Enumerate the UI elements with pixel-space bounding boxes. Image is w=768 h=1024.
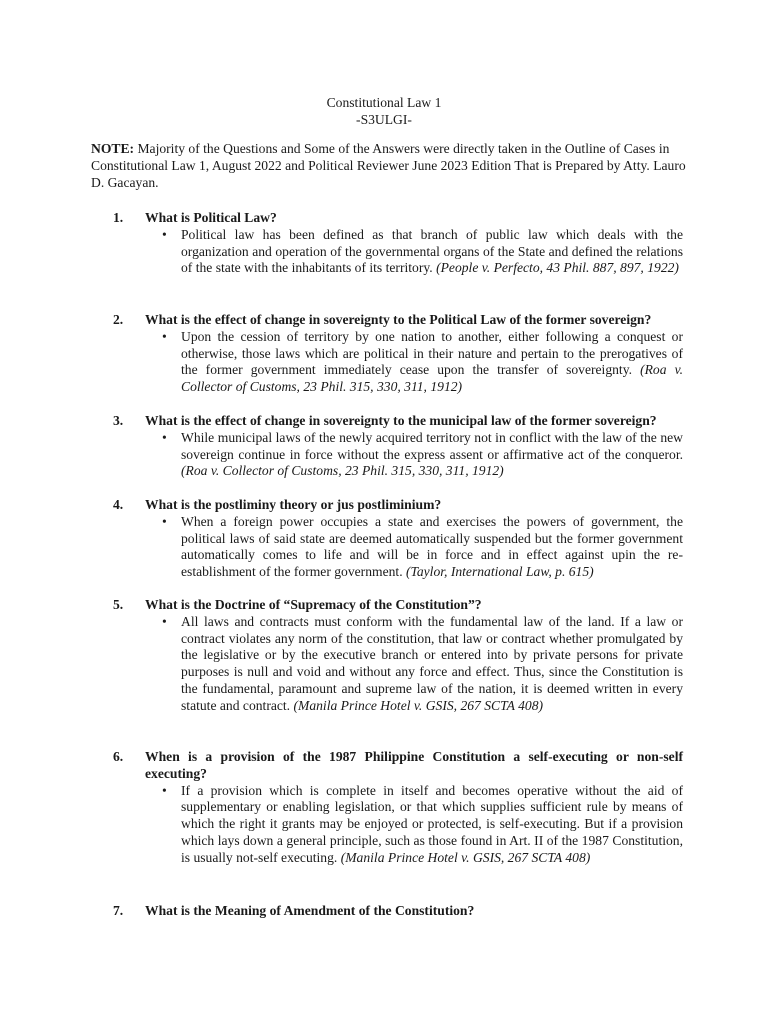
question-item bbox=[113, 749, 683, 867]
answer-body: When a foreign power occupies a state and exercises the powers of government, the political laws of said state are deemed automatically suspended but the former government automatically comes to life and will be in force and in effect against upin the re-establishment of the former government. bbox=[181, 513, 683, 580]
citation: (Taylor, International Law, p. 615) bbox=[406, 564, 594, 580]
bullet-icon: • bbox=[162, 782, 167, 798]
question-text: What is the effect of change in sovereignty to the municipal law of the former sovereign? bbox=[145, 413, 657, 428]
answer-text bbox=[162, 429, 683, 480]
bullet-icon: • bbox=[162, 328, 167, 344]
bullet-icon: • bbox=[162, 429, 167, 445]
document-title: Constitutional Law 1 bbox=[326, 95, 442, 110]
answer-text bbox=[162, 513, 683, 581]
question-text: What is the effect of change in sovereignty to the Political Law of the former sovereign? bbox=[145, 312, 652, 327]
document-subtitle: -S3ULGI- bbox=[356, 112, 412, 127]
answer-body: If a provision which is complete in itself and becomes operative without the aid of supplementary or enabling legislation, or that which supplies sufficient rule by means of which the right it grants may be enjoyed or protected, is self-executing. But if a provision which lays down a general principle, such as those found in Art. II of the 1987 Constitution, is usually not-self executing. bbox=[181, 782, 683, 865]
question-item bbox=[113, 413, 683, 480]
answer-text bbox=[162, 613, 683, 715]
question-number: 4. bbox=[113, 497, 124, 512]
question-item bbox=[113, 210, 683, 277]
citation: (Roa v. Collector of Customs, 23 Phil. 315, 330, 311, 1912) bbox=[181, 463, 504, 479]
question-item bbox=[113, 903, 683, 920]
citation: (People v. Perfecto, 43 Phil. 887, 897, 1922) bbox=[436, 260, 679, 276]
answer-body: Upon the cession of territory by one nation to another, either following a conquest or otherwise, those laws which are political in their nature and pertain to the prerogatives of the former government immediately cease upon the transfer of sovereignty. bbox=[181, 328, 683, 378]
question-number: 6. bbox=[113, 749, 124, 764]
note-text: Majority of the Questions and Some of the Answers were directly taken in the Outline of Cases in Constitutional Law 1, August 2022 and Political Reviewer June 2023 Edition That is Prepared by Atty. Lauro D. Gacayan. bbox=[91, 141, 686, 190]
question-text: What is the Meaning of Amendment of the Constitution? bbox=[145, 903, 475, 918]
question-number: 2. bbox=[113, 312, 124, 327]
question-item bbox=[113, 497, 683, 581]
citation: (Manila Prince Hotel v. GSIS, 267 SCTA 408) bbox=[340, 849, 591, 865]
answer-text bbox=[162, 328, 684, 396]
bullet-icon: • bbox=[162, 513, 167, 529]
question-text: What is the Doctrine of “Supremacy of the Constitution”? bbox=[145, 597, 482, 612]
question-text: What is the postliminy theory or jus postliminium? bbox=[145, 497, 442, 512]
citation: (Roa v. Collector of Customs, 23 Phil. 315, 330, 311, 1912) bbox=[181, 362, 684, 395]
answer-text bbox=[162, 782, 683, 867]
answer-body: All laws and contracts must conform with the fundamental law of the land. If a law or contract violates any norm of the constitution, that law or contract whether promulgated by the legislative or by the executive branch or entered into by private persons for private purposes is null and void and without any force and effect. Thus, since the Constitution is the fundamental, paramount and supreme law of the nation, it is deemed written in every statute and contract. bbox=[181, 613, 683, 713]
question-number: 1. bbox=[113, 210, 124, 225]
citation: (Manila Prince Hotel v. GSIS, 267 SCTA 408) bbox=[293, 697, 544, 713]
question-number: 7. bbox=[113, 903, 124, 918]
bullet-icon: • bbox=[162, 226, 167, 242]
question-item bbox=[113, 597, 683, 715]
question-item bbox=[113, 312, 683, 396]
question-text: What is Political Law? bbox=[145, 210, 277, 225]
note-paragraph bbox=[91, 141, 691, 191]
question-text: When is a provision of the 1987 Philippine Constitution a self-executing or non-self executing? bbox=[145, 749, 683, 781]
note-label: NOTE: bbox=[91, 141, 135, 156]
bullet-icon: • bbox=[162, 613, 167, 629]
answer-body: Political law has been defined as that branch of public law which deals with the organization and operation of the governmental organs of the State and defined the relations of the state with the inhabitants of its territory. bbox=[181, 226, 683, 276]
answer-body: While municipal laws of the newly acquired territory not in conflict with the law of the new sovereign continue in force without the express assent or affirmative act of the conqueror. bbox=[181, 429, 683, 462]
question-number: 5. bbox=[113, 597, 124, 612]
question-number: 3. bbox=[113, 413, 124, 428]
answer-text bbox=[162, 226, 683, 277]
